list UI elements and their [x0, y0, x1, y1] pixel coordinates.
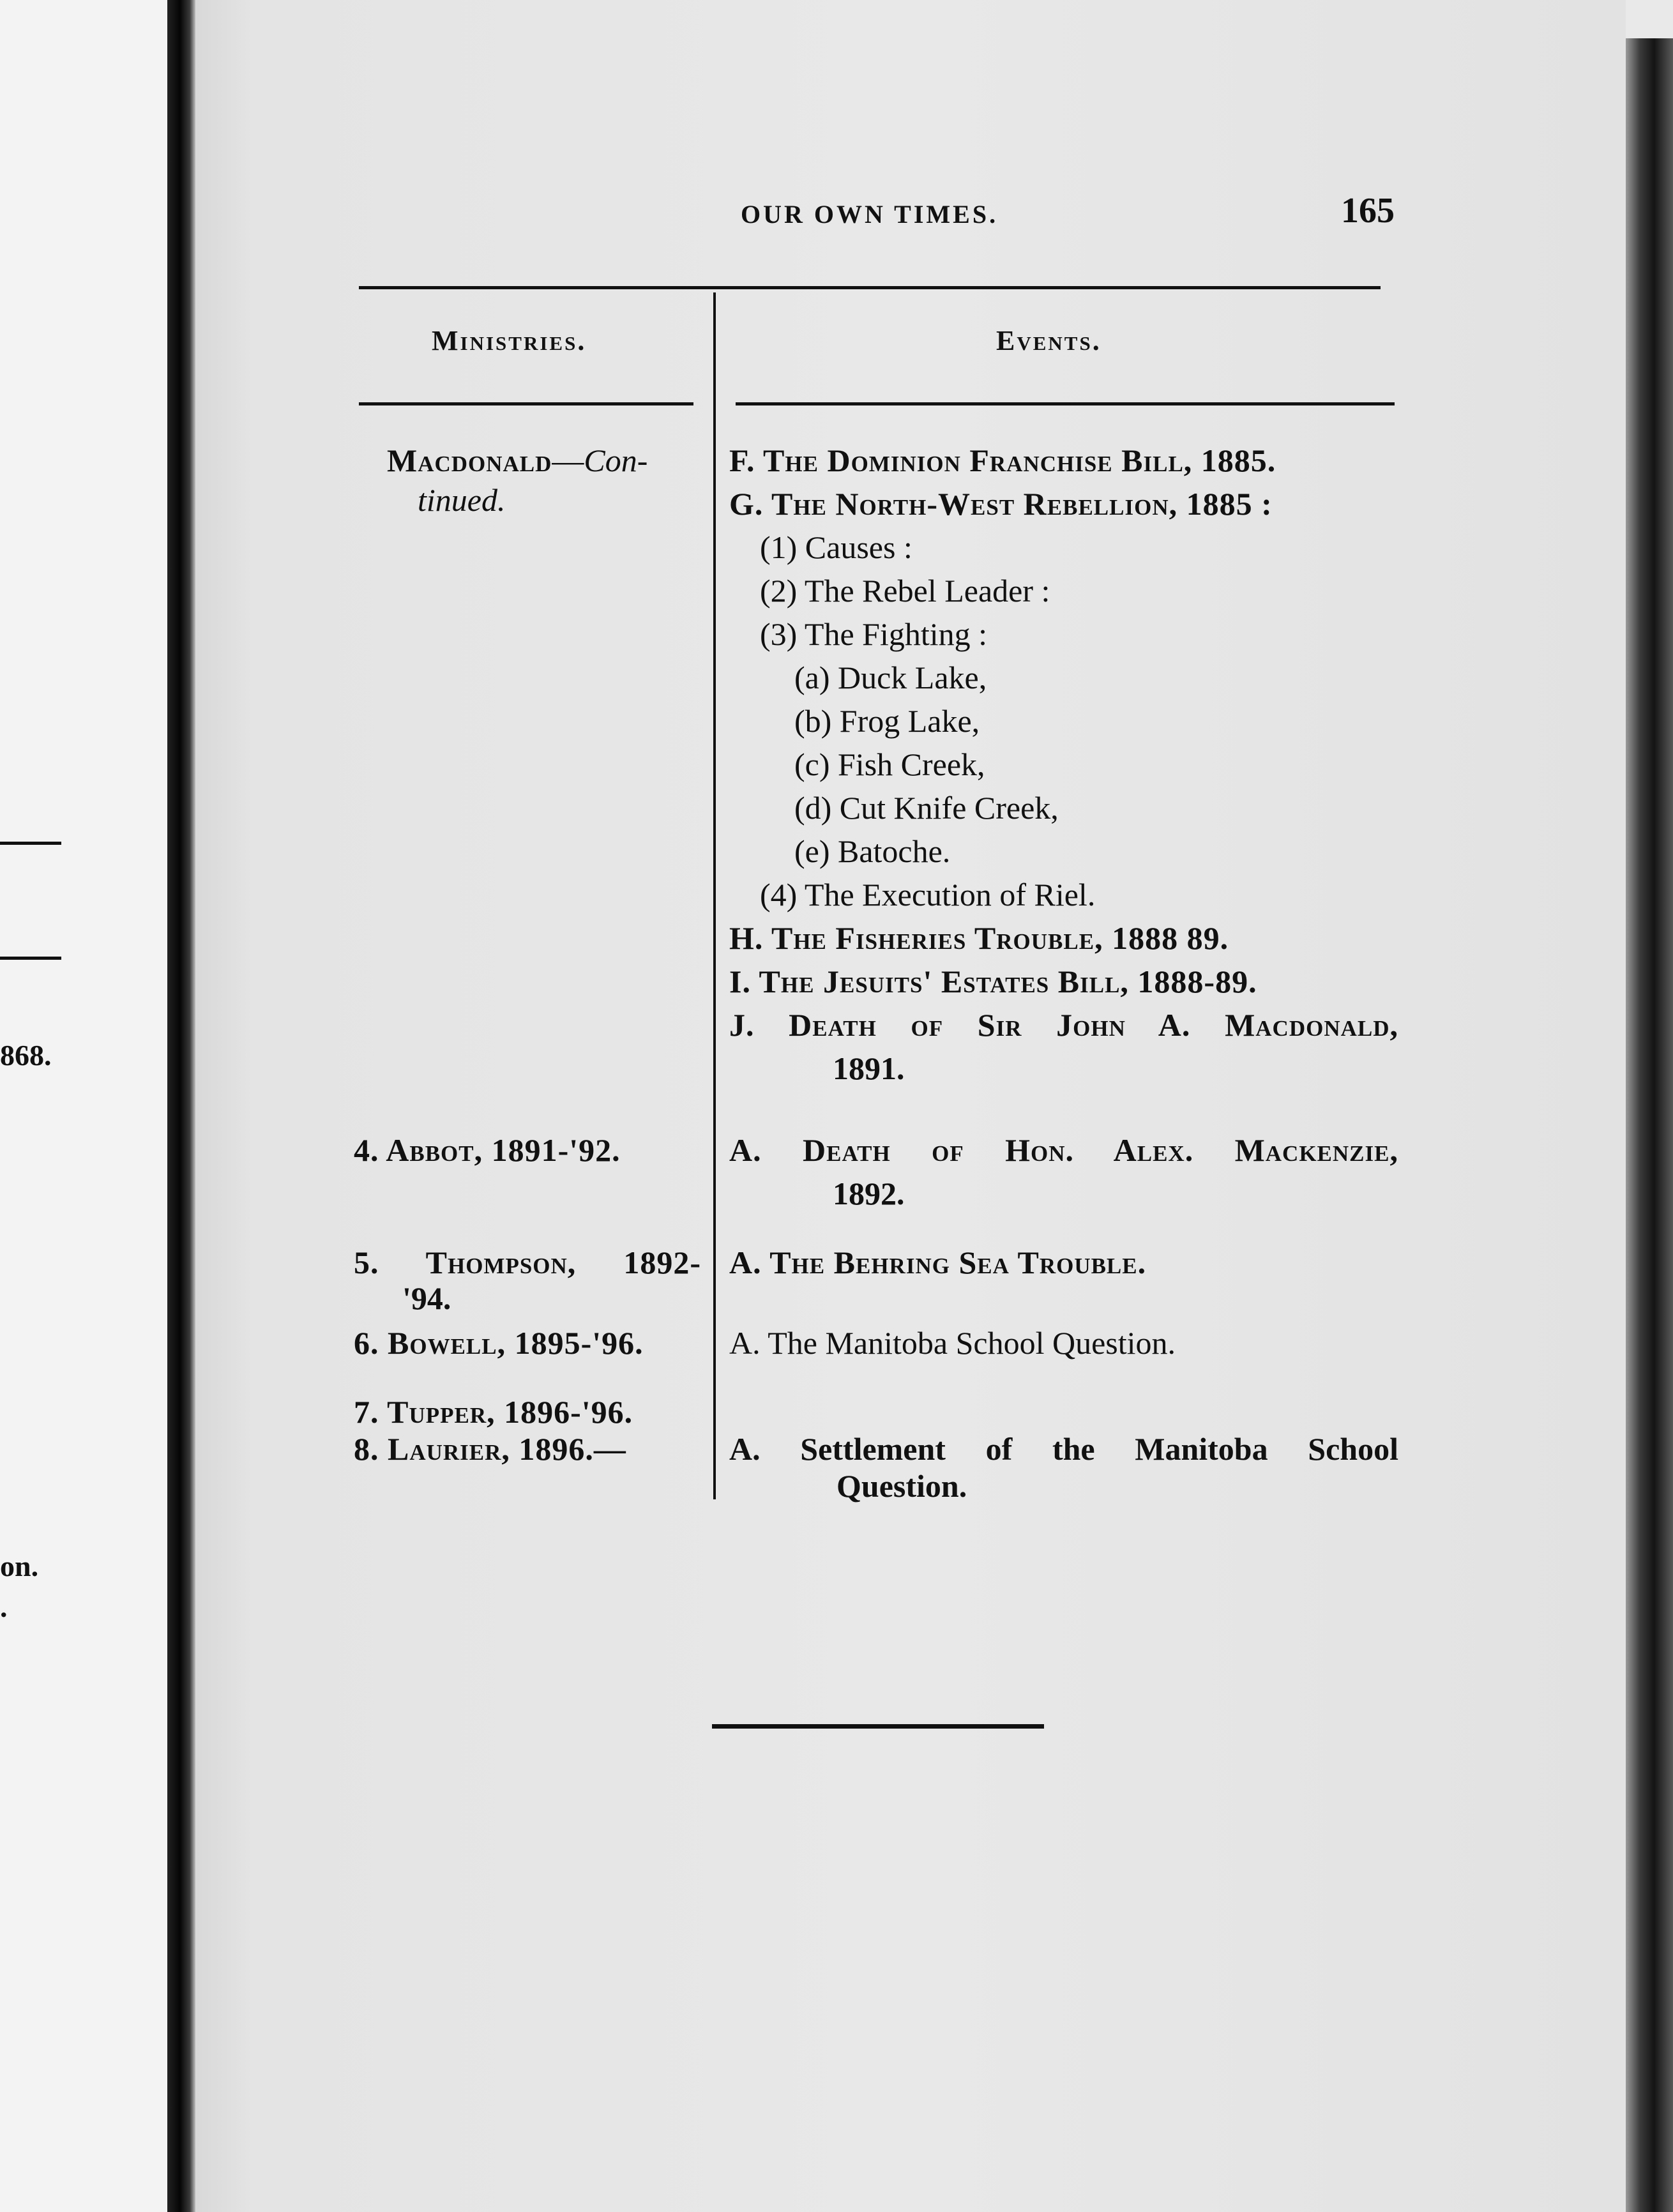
book-gutter: [167, 0, 195, 2212]
facing-page-fragment: 868.: [0, 1039, 52, 1072]
event-item: A. Death of Hon. Alex. Mackenzie,: [729, 1132, 1398, 1168]
ministry-name: Macdonald: [387, 443, 552, 478]
page: [195, 0, 1626, 2212]
event-item: A. Settlement of the Manitoba School: [729, 1431, 1398, 1467]
table-top-rule: [359, 286, 1381, 289]
ministry-laurier: 8. Laurier, 1896.—: [354, 1431, 626, 1467]
event-subitem: (3) The Fighting :: [760, 616, 988, 652]
ministry-macdonald: [387, 444, 647, 476]
ministry-abbot: 4. Abbot, 1891-'92.: [354, 1132, 621, 1168]
facing-page-fragment: on.: [0, 1550, 39, 1582]
event-item: A. The Behring Sea Trouble.: [729, 1245, 1147, 1280]
column-divider: [713, 292, 716, 1499]
event-item-continuation: 1891.: [833, 1050, 905, 1086]
event-subsubitem: (c) Fish Creek,: [794, 746, 985, 782]
column-header-events: Events.: [996, 325, 1101, 356]
column-header-ministries: Ministries.: [432, 325, 587, 356]
event-item: A. The Manitoba School Question.: [729, 1325, 1176, 1361]
event-subsubitem: (b) Frog Lake,: [794, 703, 980, 739]
events-header-rule: [736, 402, 1395, 405]
event-subsubitem: (e) Batoche.: [794, 833, 951, 869]
facing-page-fragment: .: [0, 1591, 8, 1623]
ministry-dash: —: [552, 443, 584, 478]
ministry-bowell: 6. Bowell, 1895-'96.: [354, 1325, 644, 1361]
facing-page: [0, 0, 171, 2212]
event-subsubitem: (d) Cut Knife Creek,: [794, 790, 1059, 826]
event-item: H. The Fisheries Trouble, 1888 89.: [729, 920, 1229, 956]
ministry-tupper: 7. Tupper, 1896-'96.: [354, 1394, 633, 1430]
running-title: OUR OWN TIMES.: [741, 200, 999, 229]
facing-page-rule: [0, 957, 61, 960]
closing-rule: [712, 1724, 1044, 1729]
event-subitem: (2) The Rebel Leader :: [760, 573, 1050, 609]
event-item-continuation: 1892.: [833, 1176, 905, 1211]
event-item-continuation: Question.: [836, 1468, 967, 1504]
ministry-continued: Con-: [584, 443, 648, 478]
event-item: I. The Jesuits' Estates Bill, 1888-89.: [729, 964, 1257, 999]
ministry-thompson: 5. Thompson, 1892-: [354, 1245, 701, 1280]
ministries-header-rule: [359, 402, 693, 405]
event-subsubitem: (a) Duck Lake,: [794, 660, 987, 695]
ministry-thompson-continuation: '94.: [402, 1280, 451, 1316]
page-edge: [1626, 38, 1673, 2212]
event-subitem: (4) The Execution of Riel.: [760, 877, 1096, 913]
ministry-continued-2: tinued.: [418, 482, 506, 518]
event-item: F. The Dominion Franchise Bill, 1885.: [729, 443, 1276, 478]
event-subitem: (1) Causes :: [760, 529, 912, 565]
event-item: G. The North-West Rebellion, 1885 :: [729, 486, 1273, 522]
page-number: 165: [1341, 191, 1395, 231]
facing-page-rule: [0, 842, 61, 845]
event-item: J. Death of Sir John A. Macdonald,: [729, 1007, 1398, 1043]
